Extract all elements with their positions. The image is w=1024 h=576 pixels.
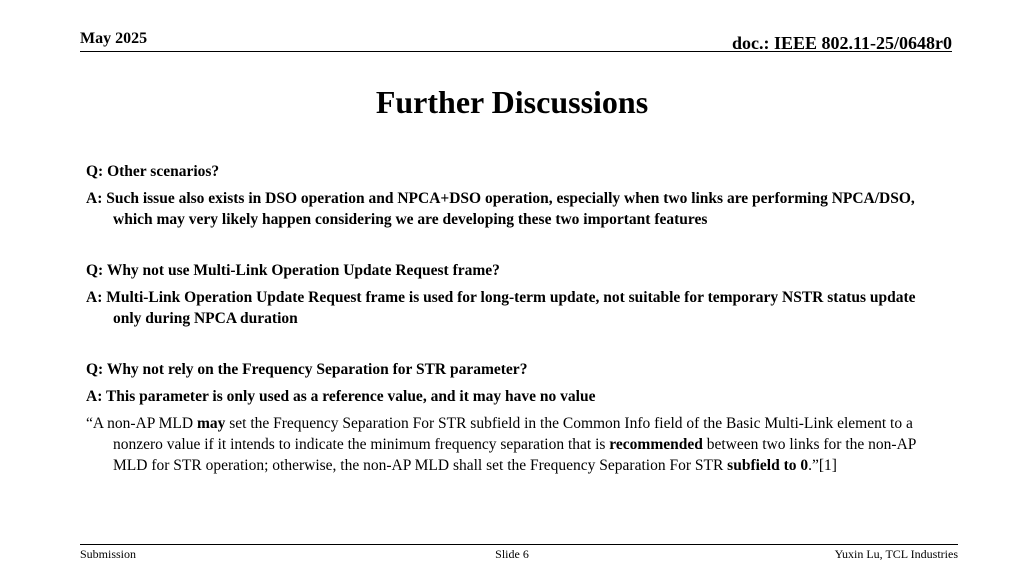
quote-text: set the Frequency Separation For STR subfield in the Common Info field of the Basic Multi-Link element to a nonzero value if it intends to indicate the minimum frequency separation that is [113, 415, 913, 453]
slide-title: Further Discussions [375, 84, 649, 120]
footer-submission: Submission [80, 547, 137, 561]
answer-1: A: Such issue also exists in DSO operation and NPCA+DSO operation, especially when two links are performing NPCA/DSO, which may very likely happen considering we are developing these two important features [86, 190, 915, 228]
quote-bold: recommended [609, 436, 703, 453]
answer-2: A: Multi-Link Operation Update Request frame is used for long-term update, not suitable for temporary NSTR status update only during NPCA duration [86, 289, 916, 327]
slide-body [86, 161, 946, 482]
quote-bold: may [196, 415, 226, 432]
question-2: Q: Why not use Multi-Link Operation Update Request frame? [86, 262, 500, 279]
question-1: Q: Other scenarios? [86, 163, 220, 180]
spacer [86, 335, 946, 359]
question-3: Q: Why not rely on the Frequency Separation for STR parameter? [86, 361, 528, 378]
spec-quote [86, 413, 946, 476]
quote-text: between two links for the non-AP MLD for STR operation; otherwise, the non-AP MLD shall set the Frequency Separation For STR [113, 436, 916, 474]
quote-text: .”[1] [808, 457, 837, 474]
footer-rule [80, 544, 958, 545]
quote-bold: subfield to 0 [727, 457, 809, 474]
header-date: May 2025 [80, 30, 148, 47]
answer-3: A: This parameter is only used as a reference value, and it may have no value [86, 388, 596, 405]
header-rule [80, 51, 952, 52]
footer-author: Yuxin Lu, TCL Industries [834, 547, 958, 561]
footer-slide-number: Slide 6 [495, 547, 529, 561]
header-doc-id: doc.: IEEE 802.11-25/0648r0 [731, 33, 952, 53]
quote-text: “A non-AP MLD [86, 415, 197, 432]
spacer [86, 236, 946, 260]
